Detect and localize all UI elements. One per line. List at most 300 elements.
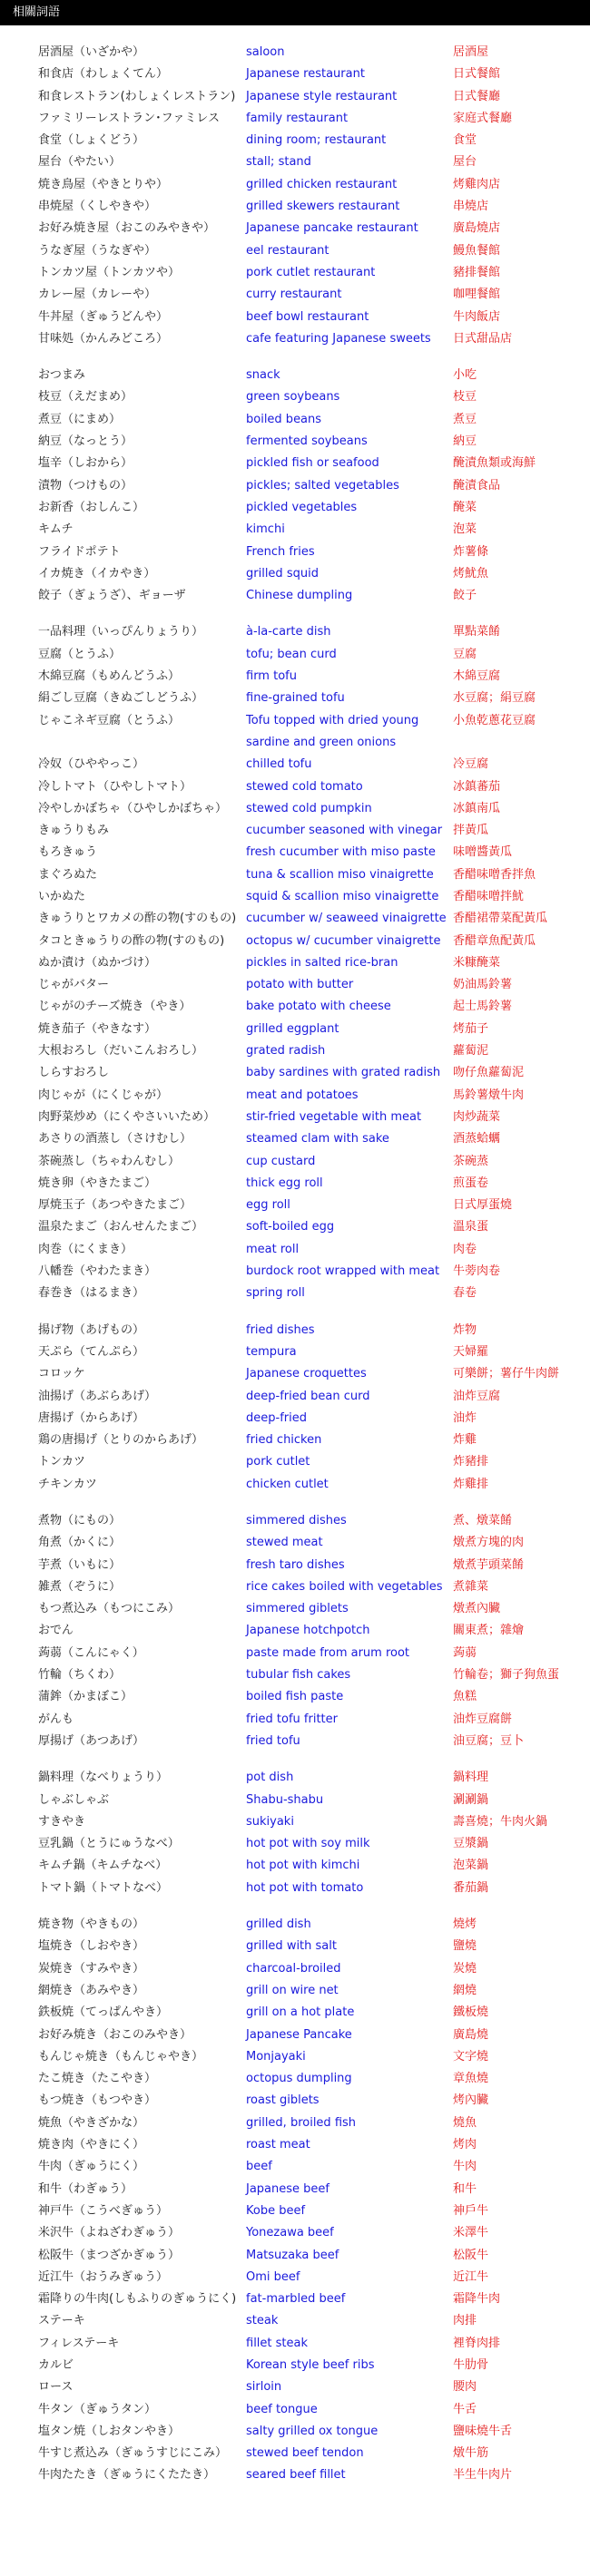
vocabulary-row — [0, 1833, 590, 1855]
chinese-term: 炭燒 — [453, 1961, 477, 1976]
english-term: cafe featuring Japanese sweets — [246, 331, 431, 346]
japanese-term: ぬか漬け（ぬかづけ） — [38, 955, 157, 970]
vocabulary-row — [0, 262, 590, 284]
vocabulary-row — [0, 431, 590, 453]
vocabulary-row — [0, 63, 590, 85]
english-term: egg roll — [246, 1198, 290, 1213]
english-term: deep-fried — [246, 1410, 307, 1425]
english-term: kimchi — [246, 522, 285, 537]
vocabulary-row — [0, 1576, 590, 1598]
vocabulary-group — [0, 1914, 590, 2487]
japanese-term: 近江牛（おうみぎゅう） — [38, 2269, 169, 2284]
vocabulary-row — [0, 1320, 590, 1342]
japanese-term: 塩辛（しおから） — [38, 456, 133, 471]
chinese-term: 牛肉飯店 — [453, 309, 501, 324]
english-term: Omi beef — [246, 2269, 300, 2284]
vocabulary-row — [0, 1664, 590, 1686]
chinese-term: 冷豆腐 — [453, 757, 489, 772]
vocabulary-row — [0, 2310, 590, 2332]
chinese-term: 家庭式餐廳 — [453, 111, 513, 125]
japanese-term: 芋煮（いもに） — [38, 1557, 122, 1572]
japanese-term: 木綿豆腐（もめんどうふ） — [38, 669, 181, 684]
japanese-term: 竹輪（ちくわ） — [38, 1668, 122, 1683]
english-term: pork cutlet — [246, 1455, 310, 1469]
chinese-term: 香醋味噌香拌魚 — [453, 867, 536, 882]
chinese-term: 枝豆 — [453, 390, 477, 405]
japanese-term: 炭焼き（すみやき） — [38, 1961, 145, 1976]
chinese-term: 水豆腐；絹豆腐 — [453, 691, 536, 706]
chinese-term: 烤內臟 — [453, 2093, 489, 2108]
vocabulary-row — [0, 1510, 590, 1532]
english-term: Japanese style restaurant — [246, 89, 398, 103]
vocabulary-row — [0, 497, 590, 519]
vocabulary-row — [0, 952, 590, 974]
english-term: Chinese dumpling — [246, 589, 353, 603]
english-term: octopus dumpling — [246, 2072, 352, 2086]
chinese-term: 番茄鍋 — [453, 1880, 489, 1895]
vocabulary-row — [0, 2355, 590, 2376]
vocabulary-row — [0, 2376, 590, 2398]
chinese-term: 肉炒蔬菜 — [453, 1109, 501, 1124]
vocabulary-row — [0, 1620, 590, 1642]
chinese-term: 可樂餅；薯仔牛肉餅 — [453, 1367, 560, 1381]
chinese-term: 納豆 — [453, 434, 477, 449]
vocabulary-row — [0, 886, 590, 908]
chinese-term: 煮雜菜 — [453, 1579, 489, 1594]
english-term: potato with butter — [246, 978, 354, 992]
chinese-term: 牛肉 — [453, 2160, 477, 2174]
vocabulary-row — [0, 130, 590, 151]
vocabulary-row — [0, 1173, 590, 1195]
english-term: stall; stand — [246, 155, 311, 170]
japanese-term: 蒲鉾（かまぼこ） — [38, 1690, 133, 1704]
english-term: soft-boiled egg — [246, 1220, 335, 1234]
chinese-term: 馬鈴薯燉牛肉 — [453, 1088, 525, 1102]
japanese-term: コロッケ — [38, 1367, 85, 1381]
english-term: grilled, broiled fish — [246, 2115, 357, 2130]
vocabulary-row — [0, 908, 590, 930]
english-term: sukiyaki — [246, 1814, 294, 1829]
chinese-term: 半生牛肉片 — [453, 2468, 513, 2483]
chinese-term: 起士馬鈴薯 — [453, 1000, 513, 1014]
vocabulary-row — [0, 240, 590, 262]
chinese-term: 油炸 — [453, 1410, 477, 1425]
japanese-term: たこ焼き（たこやき） — [38, 2072, 157, 2086]
vocabulary-row — [0, 2222, 590, 2244]
japanese-term: 焼き物（やきもの） — [38, 1917, 145, 1932]
english-term: octopus w/ cucumber vinaigrette — [246, 933, 441, 948]
japanese-term: 串焼屋（くしやきや） — [38, 200, 157, 214]
vocabulary-row — [0, 196, 590, 218]
chinese-term: 燉牛筋 — [453, 2446, 489, 2461]
vocabulary-row — [0, 644, 590, 666]
chinese-term: 炸物 — [453, 1322, 477, 1337]
english-term: fermented soybeans — [246, 434, 368, 449]
vocabulary-row — [0, 974, 590, 996]
vocabulary-row — [0, 151, 590, 173]
english-term: Japanese pancake restaurant — [246, 221, 418, 236]
vocabulary-row — [0, 108, 590, 130]
english-term: deep-fried bean curd — [246, 1389, 370, 1403]
english-term: grilled squid — [246, 566, 319, 581]
english-term: Tofu topped with dried young — [246, 713, 419, 727]
chinese-term: 拌黃瓜 — [453, 824, 489, 838]
japanese-term: チキンカツ — [38, 1477, 97, 1491]
english-term: stewed meat — [246, 1536, 323, 1550]
japanese-term: 牛肉たたき（ぎゅうにくたたき） — [38, 2468, 216, 2483]
vocabulary-row — [0, 1980, 590, 2002]
chinese-term: 泡菜 — [453, 522, 477, 537]
english-term: à-la-carte dish — [246, 625, 331, 639]
japanese-term: トンカツ — [38, 1455, 86, 1469]
japanese-term: 焼き卵（やきたまご） — [38, 1176, 157, 1190]
english-term: grilled chicken restaurant — [246, 177, 398, 191]
japanese-term: きゅうりもみ — [38, 824, 110, 838]
english-term: fried tofu — [246, 1733, 300, 1748]
english-term: sardine and green onions — [246, 735, 397, 749]
chinese-term: 蒟蒻 — [453, 1645, 477, 1660]
japanese-term: いかぬた — [38, 889, 86, 903]
japanese-term: おつまみ — [38, 368, 85, 383]
vocabulary-group — [0, 1510, 590, 1752]
japanese-term: 冷やしかぼちゃ（ひやしかぼちゃ） — [38, 801, 228, 815]
chinese-term: 香醋裙帶菜配黃瓜 — [453, 912, 548, 926]
english-term: grilled eggplant — [246, 1021, 339, 1036]
japanese-term: 居酒屋（いざかや） — [38, 45, 145, 59]
english-term: bake potato with cheese — [246, 1000, 391, 1014]
vocabulary-row — [0, 42, 590, 63]
english-term: pickles; salted vegetables — [246, 478, 399, 493]
english-term: stewed cold pumpkin — [246, 801, 372, 815]
japanese-term: しゃぶしゃぶ — [38, 1792, 110, 1807]
english-term: chicken cutlet — [246, 1477, 329, 1491]
chinese-term: 裡脊肉排 — [453, 2336, 501, 2350]
vocabulary-row — [0, 2156, 590, 2178]
vocabulary-row — [0, 1261, 590, 1283]
chinese-term: 蘿蔔泥 — [453, 1044, 489, 1059]
japanese-term: ステーキ — [38, 2314, 85, 2328]
japanese-term: キムチ — [38, 522, 74, 537]
english-term: dining room; restaurant — [246, 133, 387, 148]
vocabulary-row — [0, 2113, 590, 2134]
japanese-term: 焼き肉（やきにく） — [38, 2138, 145, 2152]
chinese-term: 松阪牛 — [453, 2248, 489, 2262]
vocabulary-row — [0, 1474, 590, 1496]
chinese-term: 香醋味噌拌魷 — [453, 889, 525, 903]
japanese-term: あさりの酒蒸し（さけむし） — [38, 1132, 192, 1147]
vocabulary-row — [0, 1451, 590, 1473]
japanese-term: 鉄板焼（てっぱんやき） — [38, 2005, 169, 2020]
japanese-term: 冷しトマト（ひやしトマト） — [38, 779, 192, 794]
chinese-term: 豬排餐館 — [453, 265, 501, 279]
english-term: Matsuzaka beef — [246, 2248, 339, 2262]
english-term: pot dish — [246, 1771, 294, 1785]
vocabulary-row — [0, 666, 590, 688]
vocabulary-row — [0, 1958, 590, 1980]
english-term: grilled dish — [246, 1917, 311, 1932]
vocabulary-row — [0, 1040, 590, 1062]
vocabulary-row — [0, 174, 590, 196]
english-term: seared beef fillet — [246, 2468, 346, 2483]
english-term: grilled with salt — [246, 1939, 337, 1954]
chinese-term: 鰻魚餐館 — [453, 243, 501, 258]
japanese-term: 牛丼屋（ぎゅうどんや） — [38, 309, 169, 324]
japanese-term: 肉巻（にくまき） — [38, 1242, 133, 1256]
vocabulary-row — [0, 409, 590, 431]
japanese-term: 大根おろし（だいこんおろし） — [38, 1044, 204, 1059]
english-term: pickled fish or seafood — [246, 456, 379, 471]
chinese-term: 餃子 — [453, 589, 477, 603]
japanese-term: カレー屋（カレーや） — [38, 288, 157, 302]
vocabulary-row — [0, 2245, 590, 2267]
chinese-term: 泡菜鍋 — [453, 1859, 489, 1873]
vocabulary-row — [0, 710, 590, 732]
japanese-term: 絹ごし豆腐（きぬごしどうふ） — [38, 691, 204, 706]
japanese-term: じゃがバター — [38, 978, 110, 992]
vocabulary-row — [0, 2399, 590, 2421]
vocabulary-group — [0, 42, 590, 350]
english-term: pickled vegetables — [246, 500, 358, 514]
english-term: paste made from arum root — [246, 1645, 410, 1660]
vocabulary-row — [0, 365, 590, 386]
chinese-term: 魚糕 — [453, 1690, 477, 1704]
vocabulary-row — [0, 1019, 590, 1040]
chinese-term: 燒烤 — [453, 1917, 477, 1932]
japanese-term: 温泉たまご（おんせんたまご） — [38, 1220, 204, 1234]
japanese-term: 一品料理（いっぴんりょうり） — [38, 625, 204, 639]
chinese-term: 煮豆 — [453, 412, 477, 426]
english-term: sirloin — [246, 2380, 282, 2395]
japanese-term: 納豆（なっとう） — [38, 434, 133, 449]
japanese-term: 松阪牛（まつざかぎゅう） — [38, 2248, 181, 2262]
chinese-term: 油炸豆腐 — [453, 1389, 501, 1403]
japanese-term: フィレステーキ — [38, 2336, 120, 2350]
chinese-term: 天婦羅 — [453, 1344, 489, 1359]
japanese-term: 食堂（しょくどう） — [38, 133, 145, 148]
japanese-term: 油揚げ（あぶらあげ） — [38, 1389, 157, 1403]
english-term: stir-fried vegetable with meat — [246, 1109, 422, 1124]
english-term: beef — [246, 2160, 272, 2174]
japanese-term: 屋台（やたい） — [38, 155, 122, 170]
chinese-term: 煎蛋卷 — [453, 1176, 489, 1190]
vocabulary-row — [0, 475, 590, 497]
english-term: meat roll — [246, 1242, 300, 1256]
chinese-term: 燒魚 — [453, 2115, 477, 2130]
vocabulary-row — [0, 218, 590, 239]
japanese-term: 漬物（つけもの） — [38, 478, 133, 493]
english-term: grill on wire net — [246, 1983, 339, 1997]
english-term: salty grilled ox tongue — [246, 2424, 379, 2438]
japanese-term: 鍋料理（なべりょうり） — [38, 1771, 169, 1785]
english-term: Japanese croquettes — [246, 1367, 367, 1381]
chinese-term: 炸豬排 — [453, 1455, 489, 1469]
english-term: hot pot with tomato — [246, 1880, 364, 1895]
vocabulary-row — [0, 820, 590, 842]
english-term: hot pot with kimchi — [246, 1859, 360, 1873]
vocabulary-row — [0, 542, 590, 563]
vocabulary-group — [0, 365, 590, 607]
japanese-term: 米沢牛（よねざわぎゅう） — [38, 2226, 181, 2240]
japanese-term: 塩焼き（しおやき） — [38, 1939, 145, 1954]
vocabulary-row — [0, 2421, 590, 2443]
english-term: beef tongue — [246, 2402, 318, 2416]
japanese-term: タコときゅうりの酢の物(すのもの) — [38, 933, 225, 948]
vocabulary-row — [0, 798, 590, 820]
english-term: roast giblets — [246, 2093, 320, 2108]
japanese-term: 塩タン焼（しおタンやき） — [38, 2424, 181, 2438]
vocabulary-group — [0, 1320, 590, 1496]
vocabulary-row — [0, 1790, 590, 1811]
vocabulary-row — [0, 732, 590, 754]
english-term: tempura — [246, 1344, 297, 1359]
english-term: Korean style beef ribs — [246, 2357, 375, 2372]
japanese-term: もんじゃ焼き（もんじゃやき） — [38, 2049, 204, 2064]
english-term: family restaurant — [246, 111, 349, 125]
japanese-term: もろきゅう — [38, 845, 98, 860]
vocabulary-row — [0, 2090, 590, 2112]
chinese-term: 和牛 — [453, 2181, 477, 2196]
japanese-term: 枝豆（えだまめ） — [38, 390, 133, 405]
english-term: boiled fish paste — [246, 1690, 344, 1704]
japanese-term: お新香（おしんこ） — [38, 500, 145, 514]
chinese-term: 燉煮芋頭菜餚 — [453, 1557, 525, 1572]
vocabulary-row — [0, 1555, 590, 1576]
chinese-term: 豆腐 — [453, 647, 477, 661]
english-term: meat and potatoes — [246, 1088, 359, 1102]
chinese-term: 日式餐館 — [453, 67, 501, 82]
japanese-term: 餃子（ぎょうざ）、ギョーザ — [38, 589, 186, 603]
chinese-term: 咖哩餐館 — [453, 288, 501, 302]
chinese-term: 神戶牛 — [453, 2203, 489, 2218]
english-term: pork cutlet restaurant — [246, 265, 376, 279]
chinese-term: 煮、燉菜餚 — [453, 1514, 513, 1527]
japanese-term: 鶏の唐揚げ（とりのからあげ） — [38, 1433, 204, 1448]
english-term: grill on a hot plate — [246, 2005, 355, 2020]
vocabulary-row — [0, 864, 590, 886]
japanese-term: うなぎ屋（うなぎや） — [38, 243, 157, 258]
chinese-term: 日式甜品店 — [453, 331, 513, 346]
vocabulary-row — [0, 931, 590, 952]
japanese-term: 煮豆（にまめ） — [38, 412, 122, 426]
japanese-term: まぐろぬた — [38, 867, 98, 882]
english-term: green soybeans — [246, 390, 340, 405]
english-term: French fries — [246, 544, 315, 559]
japanese-term: じゃがのチーズ焼き（やき） — [38, 1000, 192, 1014]
english-term: Kobe beef — [246, 2203, 306, 2218]
english-term: Monjayaki — [246, 2049, 306, 2064]
chinese-term: 烤肉 — [453, 2138, 477, 2152]
chinese-term: 鹽味燒牛舌 — [453, 2424, 513, 2438]
english-term: roast meat — [246, 2138, 310, 2152]
vocabulary-row — [0, 754, 590, 776]
vocabulary-row — [0, 284, 590, 306]
vocabulary-row — [0, 563, 590, 585]
chinese-term: 腰肉 — [453, 2380, 477, 2395]
english-term: fried chicken — [246, 1433, 322, 1448]
japanese-term: トンカツ屋（トンカツや） — [38, 265, 181, 279]
vocabulary-group — [0, 621, 590, 1304]
chinese-term: 鐵板燒 — [453, 2005, 489, 2020]
vocabulary-row — [0, 1855, 590, 1877]
vocabulary-row — [0, 1386, 590, 1408]
japanese-term: 豆乳鍋（とうにゅうなべ） — [38, 1837, 180, 1851]
vocabulary-group — [0, 1767, 590, 1899]
vocabulary-row — [0, 2179, 590, 2200]
english-term: baby sardines with grated radish — [246, 1066, 441, 1080]
vocabulary-row — [0, 2046, 590, 2068]
japanese-term: お好み焼き屋（おこのみやきや） — [38, 221, 216, 236]
chinese-term: 木綿豆腐 — [453, 669, 501, 684]
vocabulary-row — [0, 328, 590, 350]
chinese-term: 章魚燒 — [453, 2072, 489, 2086]
english-term: fillet steak — [246, 2336, 309, 2350]
chinese-term: 廣島燒 — [453, 2027, 489, 2042]
chinese-term: 酒蒸蛤蠣 — [453, 1132, 501, 1147]
chinese-term: 小吃 — [453, 368, 477, 383]
english-term: boiled beans — [246, 412, 322, 426]
english-term: beef bowl restaurant — [246, 309, 369, 324]
japanese-term: がんも — [38, 1712, 74, 1726]
english-term: fresh taro dishes — [246, 1557, 345, 1572]
vocabulary-row — [0, 1342, 590, 1363]
vocabulary-row — [0, 688, 590, 709]
english-term: stewed cold tomato — [246, 779, 363, 794]
chinese-term: 烤魷魚 — [453, 566, 489, 581]
japanese-term: 煮物（にもの） — [38, 1514, 122, 1527]
chinese-term: 肉排 — [453, 2314, 477, 2328]
vocabulary-row — [0, 1062, 590, 1084]
japanese-term: 牛すじ煮込み（ぎゅうすじにこみ） — [38, 2446, 228, 2461]
japanese-term: トマト鍋（トマトなべ） — [38, 1880, 169, 1895]
chinese-term: 醃漬食品 — [453, 478, 501, 493]
japanese-term: 揚げ物（あげもの） — [38, 1322, 145, 1337]
english-term: hot pot with soy milk — [246, 1837, 370, 1851]
english-term: Japanese beef — [246, 2181, 329, 2196]
japanese-term: イカ焼き（イカやき） — [38, 566, 156, 581]
english-term: rice cakes boiled with vegetables — [246, 1579, 443, 1594]
english-term: Japanese hotchpotch — [246, 1624, 370, 1638]
vocabulary-row — [0, 1429, 590, 1451]
japanese-term: 焼き茄子（やきなす） — [38, 1021, 157, 1036]
english-term: snack — [246, 368, 280, 383]
chinese-term: 牛肋骨 — [453, 2357, 489, 2372]
chinese-term: 文字燒 — [453, 2049, 489, 2064]
japanese-term: 焼魚（やきざかな） — [38, 2115, 145, 2130]
chinese-term: 奶油馬鈴薯 — [453, 978, 513, 992]
chinese-term: 油豆腐；豆卜 — [453, 1733, 525, 1748]
vocabulary-row — [0, 2267, 590, 2288]
vocabulary-row — [0, 2443, 590, 2464]
english-term: tuna & scallion miso vinaigrette — [246, 867, 434, 882]
vocabulary-row — [0, 2464, 590, 2486]
english-term: squid & scallion miso vinaigrette — [246, 889, 439, 903]
vocabulary-row — [0, 1767, 590, 1789]
vocabulary-row — [0, 2333, 590, 2355]
english-term: simmered giblets — [246, 1602, 349, 1616]
japanese-term: 唐揚げ（からあげ） — [38, 1410, 145, 1425]
japanese-term: 肉野菜炒め（にくやさいいため） — [38, 1109, 216, 1124]
japanese-term: 和食店（わしょくてん） — [38, 67, 169, 82]
english-term: eel restaurant — [246, 243, 329, 258]
japanese-term: カルビ — [38, 2357, 74, 2372]
chinese-term: 日式厚蛋燒 — [453, 1198, 513, 1213]
vocabulary-row — [0, 1731, 590, 1752]
japanese-term: ロース — [38, 2380, 74, 2395]
english-term: fried tofu fritter — [246, 1712, 338, 1726]
vocabulary-row — [0, 621, 590, 643]
page-title: 相關詞語 — [0, 0, 590, 25]
english-term: spring roll — [246, 1286, 305, 1301]
